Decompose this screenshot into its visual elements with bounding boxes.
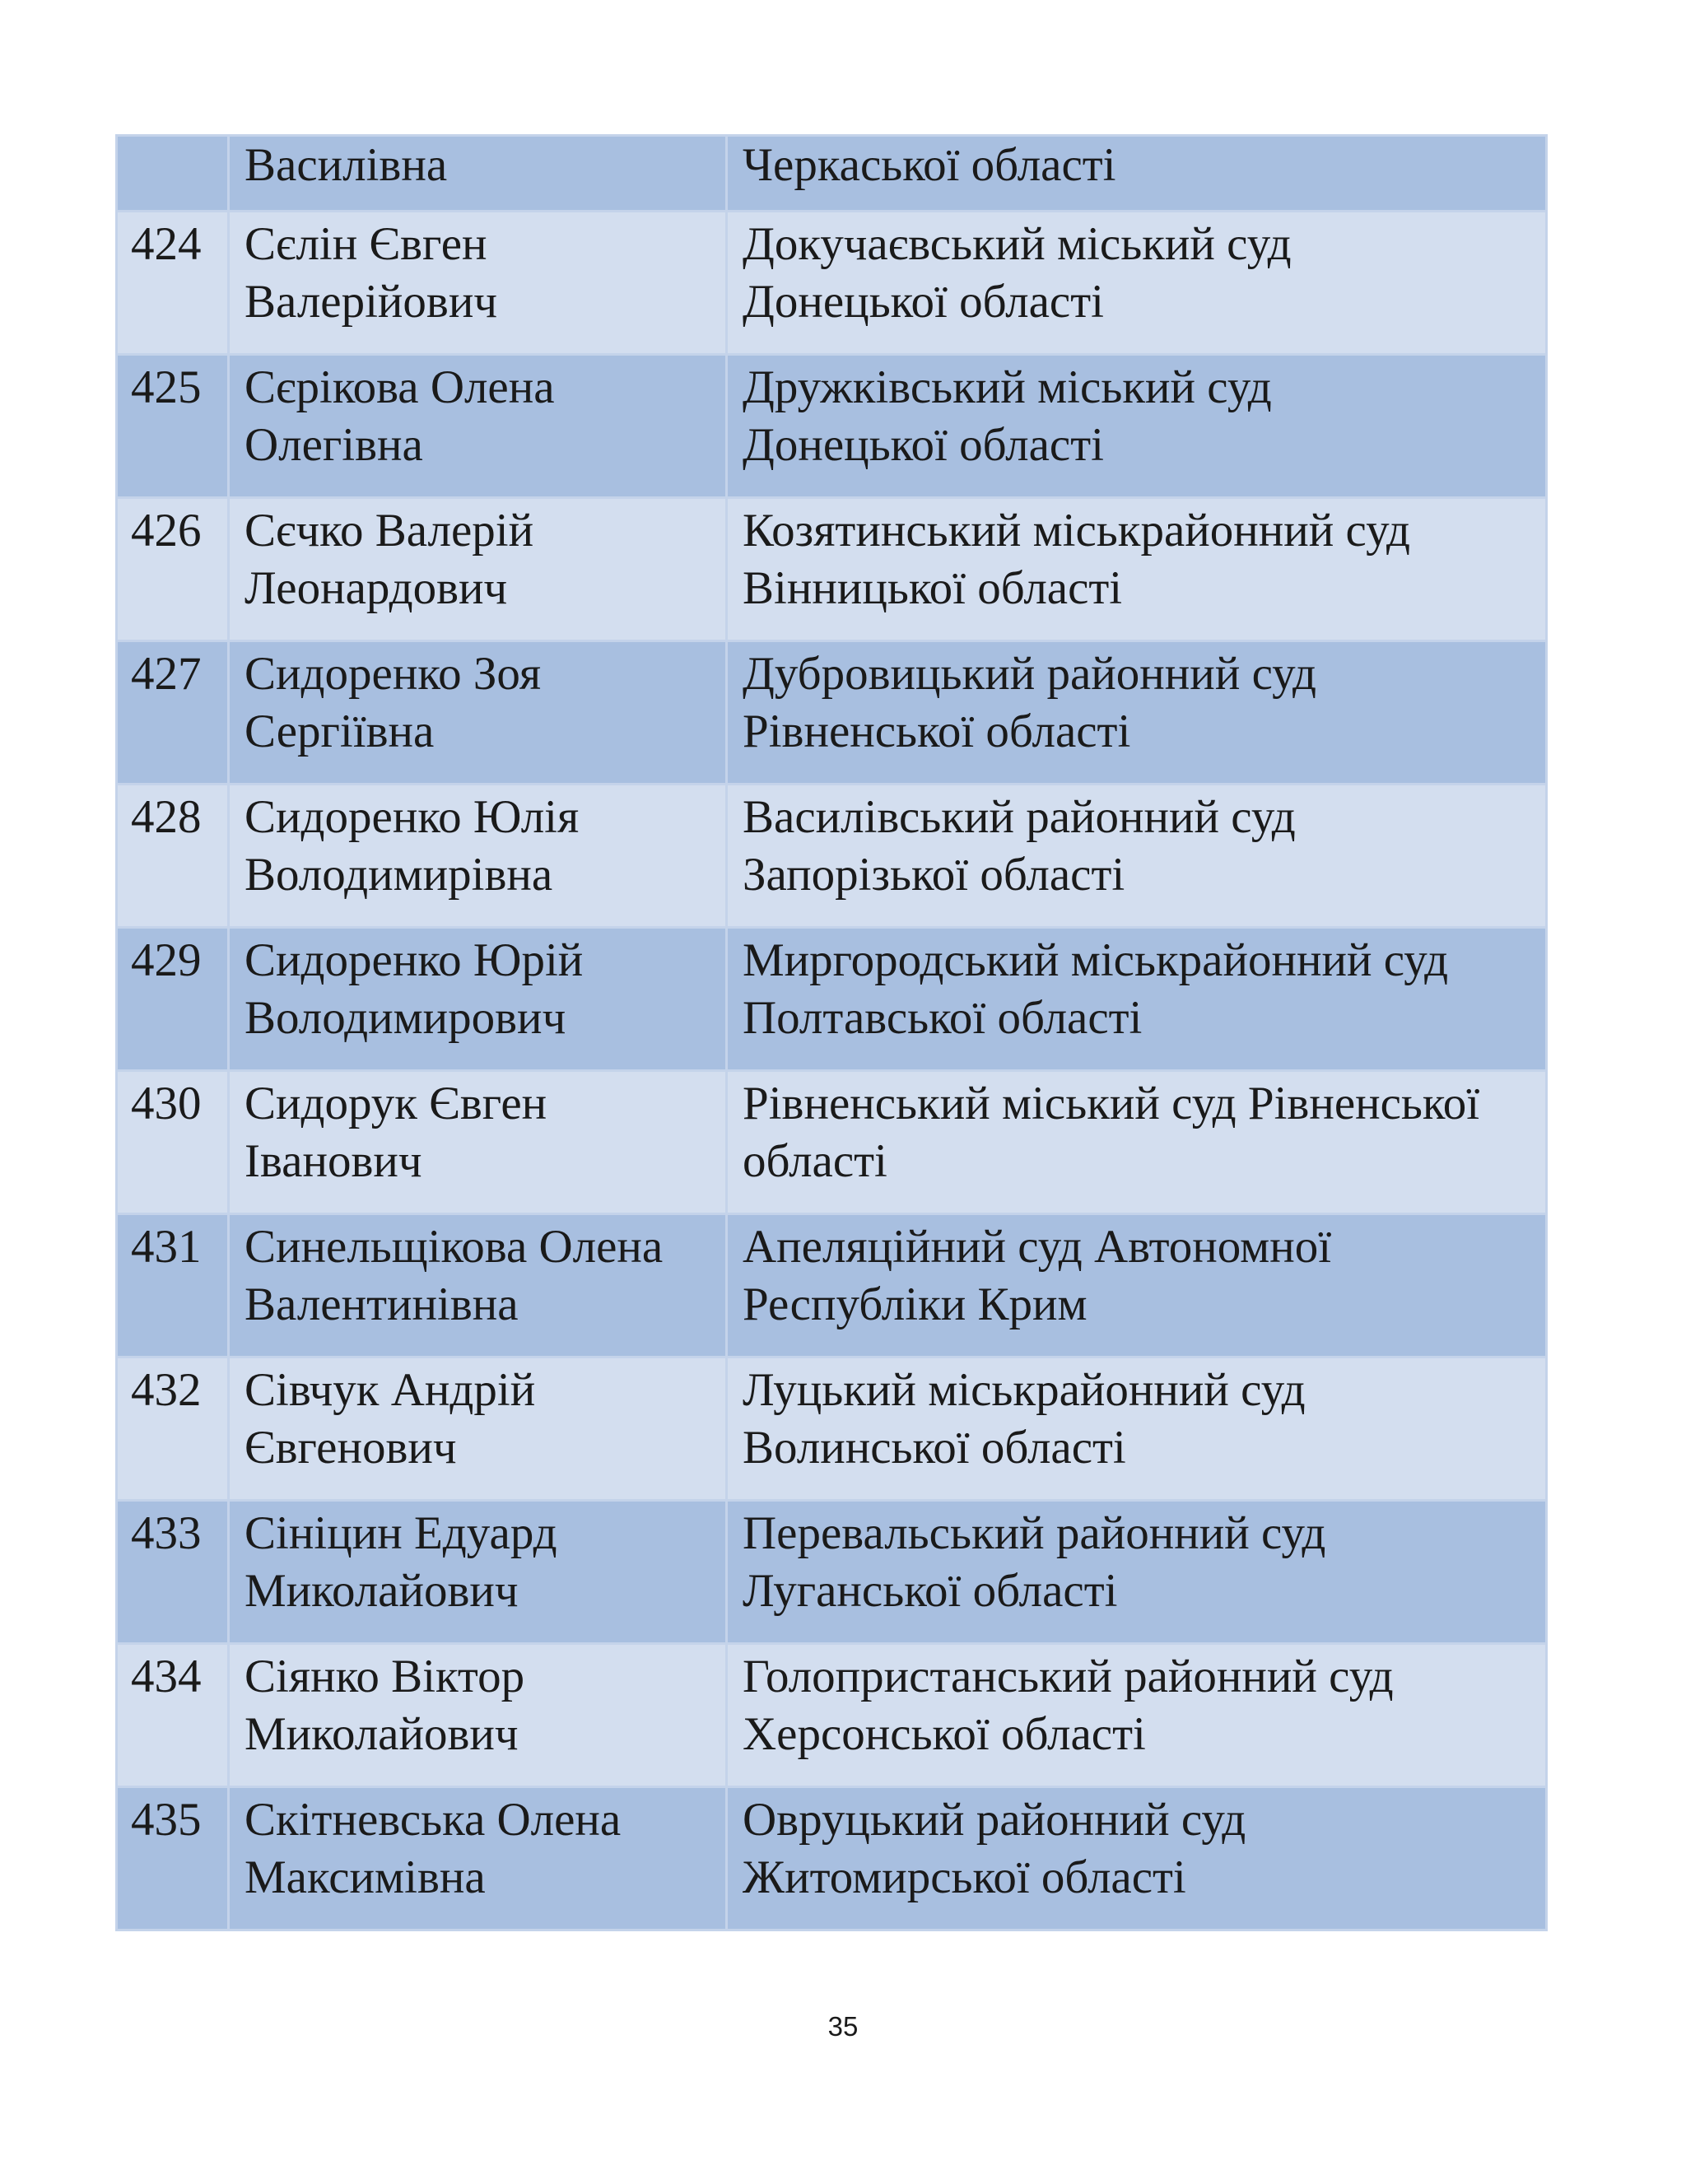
court-name-line: Овруцький районний суд (743, 1794, 1246, 1846)
court-name-line: Василівський районний суд (743, 791, 1296, 843)
judge-name-line: Сєлін Євген (245, 218, 487, 270)
judge-name-line: Сидоренко Юлія (245, 791, 580, 843)
table-row (117, 641, 1547, 785)
judge-name-line: Валентинівна (245, 1278, 519, 1330)
court-name-line: Республіки Крим (743, 1278, 1088, 1330)
court-name-cell (727, 928, 1547, 1071)
row-number-cell: 429 (117, 928, 229, 1071)
table-row (117, 1787, 1547, 1930)
row-number-cell: 424 (117, 212, 229, 355)
table-row (117, 355, 1547, 498)
judge-name-line: Сидоренко Зоя (245, 648, 542, 700)
table-row (117, 1214, 1547, 1357)
table-row (117, 928, 1547, 1071)
court-name-cell (727, 1357, 1547, 1501)
table-row (117, 785, 1547, 928)
row-number-cell: 430 (117, 1071, 229, 1214)
court-name-cell (727, 1214, 1547, 1357)
judge-name-line: Володимирівна (245, 849, 553, 901)
judge-name-cell (229, 1501, 727, 1644)
court-name-line: Донецької області (743, 419, 1104, 471)
court-name-cell (727, 641, 1547, 785)
judge-name-cell (229, 641, 727, 785)
court-name-line: Полтавської області (743, 992, 1143, 1044)
court-name-cell (727, 355, 1547, 498)
court-name-cell: Черкаської області (727, 136, 1547, 212)
judge-name-cell (229, 212, 727, 355)
court-name-cell (727, 1787, 1547, 1930)
court-name-line: Херсонської області (743, 1708, 1146, 1760)
judge-name-line: Леонардович (245, 562, 508, 614)
court-name-cell (727, 1071, 1547, 1214)
judge-name-line: Сидорук Євген (245, 1078, 547, 1129)
row-number-cell: 427 (117, 641, 229, 785)
court-name-line: Дубровицький районний суд (743, 648, 1317, 700)
table-row (117, 1357, 1547, 1501)
judge-name-line: Сергіївна (245, 705, 435, 757)
table-row (117, 212, 1547, 355)
judge-name-cell (229, 355, 727, 498)
judge-name-cell (229, 785, 727, 928)
table-row (117, 1644, 1547, 1787)
court-name-cell (727, 1644, 1547, 1787)
court-name-line: Луганської області (743, 1565, 1118, 1617)
judge-name-line: Синельщікова Олена (245, 1221, 664, 1273)
judge-name-line: Сєчко Валерій (245, 505, 534, 556)
court-name-line: Перевальський районний суд (743, 1507, 1326, 1559)
table-row (117, 498, 1547, 641)
row-number-cell: 431 (117, 1214, 229, 1357)
court-name-line: Запорізької області (743, 849, 1125, 901)
court-name-line: Рівненської області (743, 705, 1131, 757)
page-number: 35 (827, 2011, 859, 2042)
judge-name-line: Миколайович (245, 1565, 519, 1617)
judge-name-line: Сєрікова Олена (245, 361, 555, 413)
judge-name-line: Сіянко Віктор (245, 1651, 525, 1702)
judge-name-line: Валерійович (245, 276, 497, 328)
judge-name-cell (229, 1644, 727, 1787)
court-name-line: Рівненський міський суд Рівненської (743, 1078, 1480, 1129)
judge-name-cell: Василівна (229, 136, 727, 212)
court-name-line: Вінницької області (743, 562, 1123, 614)
court-name-line: Голопристанський районний суд (743, 1651, 1394, 1702)
row-number-cell: 432 (117, 1357, 229, 1501)
row-number-cell (117, 136, 229, 212)
table-row (117, 1501, 1547, 1644)
judges-table (115, 134, 1548, 1931)
court-name-cell (727, 1501, 1547, 1644)
table-row-continued (117, 136, 1547, 212)
court-name-line: Волинської області (743, 1422, 1126, 1474)
court-name-cell (727, 498, 1547, 641)
row-number-cell: 426 (117, 498, 229, 641)
judge-name-cell (229, 1214, 727, 1357)
court-name-cell (727, 212, 1547, 355)
judge-name-cell (229, 928, 727, 1071)
judge-name-cell (229, 1787, 727, 1930)
court-name-line: Козятинський міськрайонний суд (743, 505, 1410, 556)
judge-name-line: Сидоренко Юрій (245, 934, 584, 986)
judge-name-line: Скітневська Олена (245, 1794, 622, 1846)
court-name-line: Житомирської області (743, 1851, 1186, 1903)
judge-name-line: Сівчук Андрій (245, 1364, 536, 1416)
row-number-cell: 425 (117, 355, 229, 498)
court-name-line: Докучаєвський міський суд (743, 218, 1292, 270)
judge-name-cell (229, 1071, 727, 1214)
judge-name-line: Іванович (245, 1135, 422, 1187)
judge-name-line: Сініцин Едуард (245, 1507, 557, 1559)
judge-name-line: Володимирович (245, 992, 566, 1044)
court-name-line: області (743, 1135, 887, 1187)
court-name-cell (727, 785, 1547, 928)
judge-name-line: Євгенович (245, 1422, 457, 1474)
court-name-line: Апеляційний суд Автономної (743, 1221, 1332, 1273)
judge-name-line: Максимівна (245, 1851, 486, 1903)
table-row (117, 1071, 1547, 1214)
judge-name-line: Олегівна (245, 419, 423, 471)
court-name-line: Миргородський міськрайонний суд (743, 934, 1449, 986)
judge-name-cell (229, 1357, 727, 1501)
court-name-line: Донецької області (743, 276, 1104, 328)
row-number-cell: 428 (117, 785, 229, 928)
row-number-cell: 435 (117, 1787, 229, 1930)
court-name-line: Луцький міськрайонний суд (743, 1364, 1306, 1416)
judge-name-line: Миколайович (245, 1708, 519, 1760)
court-name-line: Дружківський міський суд (743, 361, 1272, 413)
judge-name-cell (229, 498, 727, 641)
row-number-cell: 433 (117, 1501, 229, 1644)
row-number-cell: 434 (117, 1644, 229, 1787)
